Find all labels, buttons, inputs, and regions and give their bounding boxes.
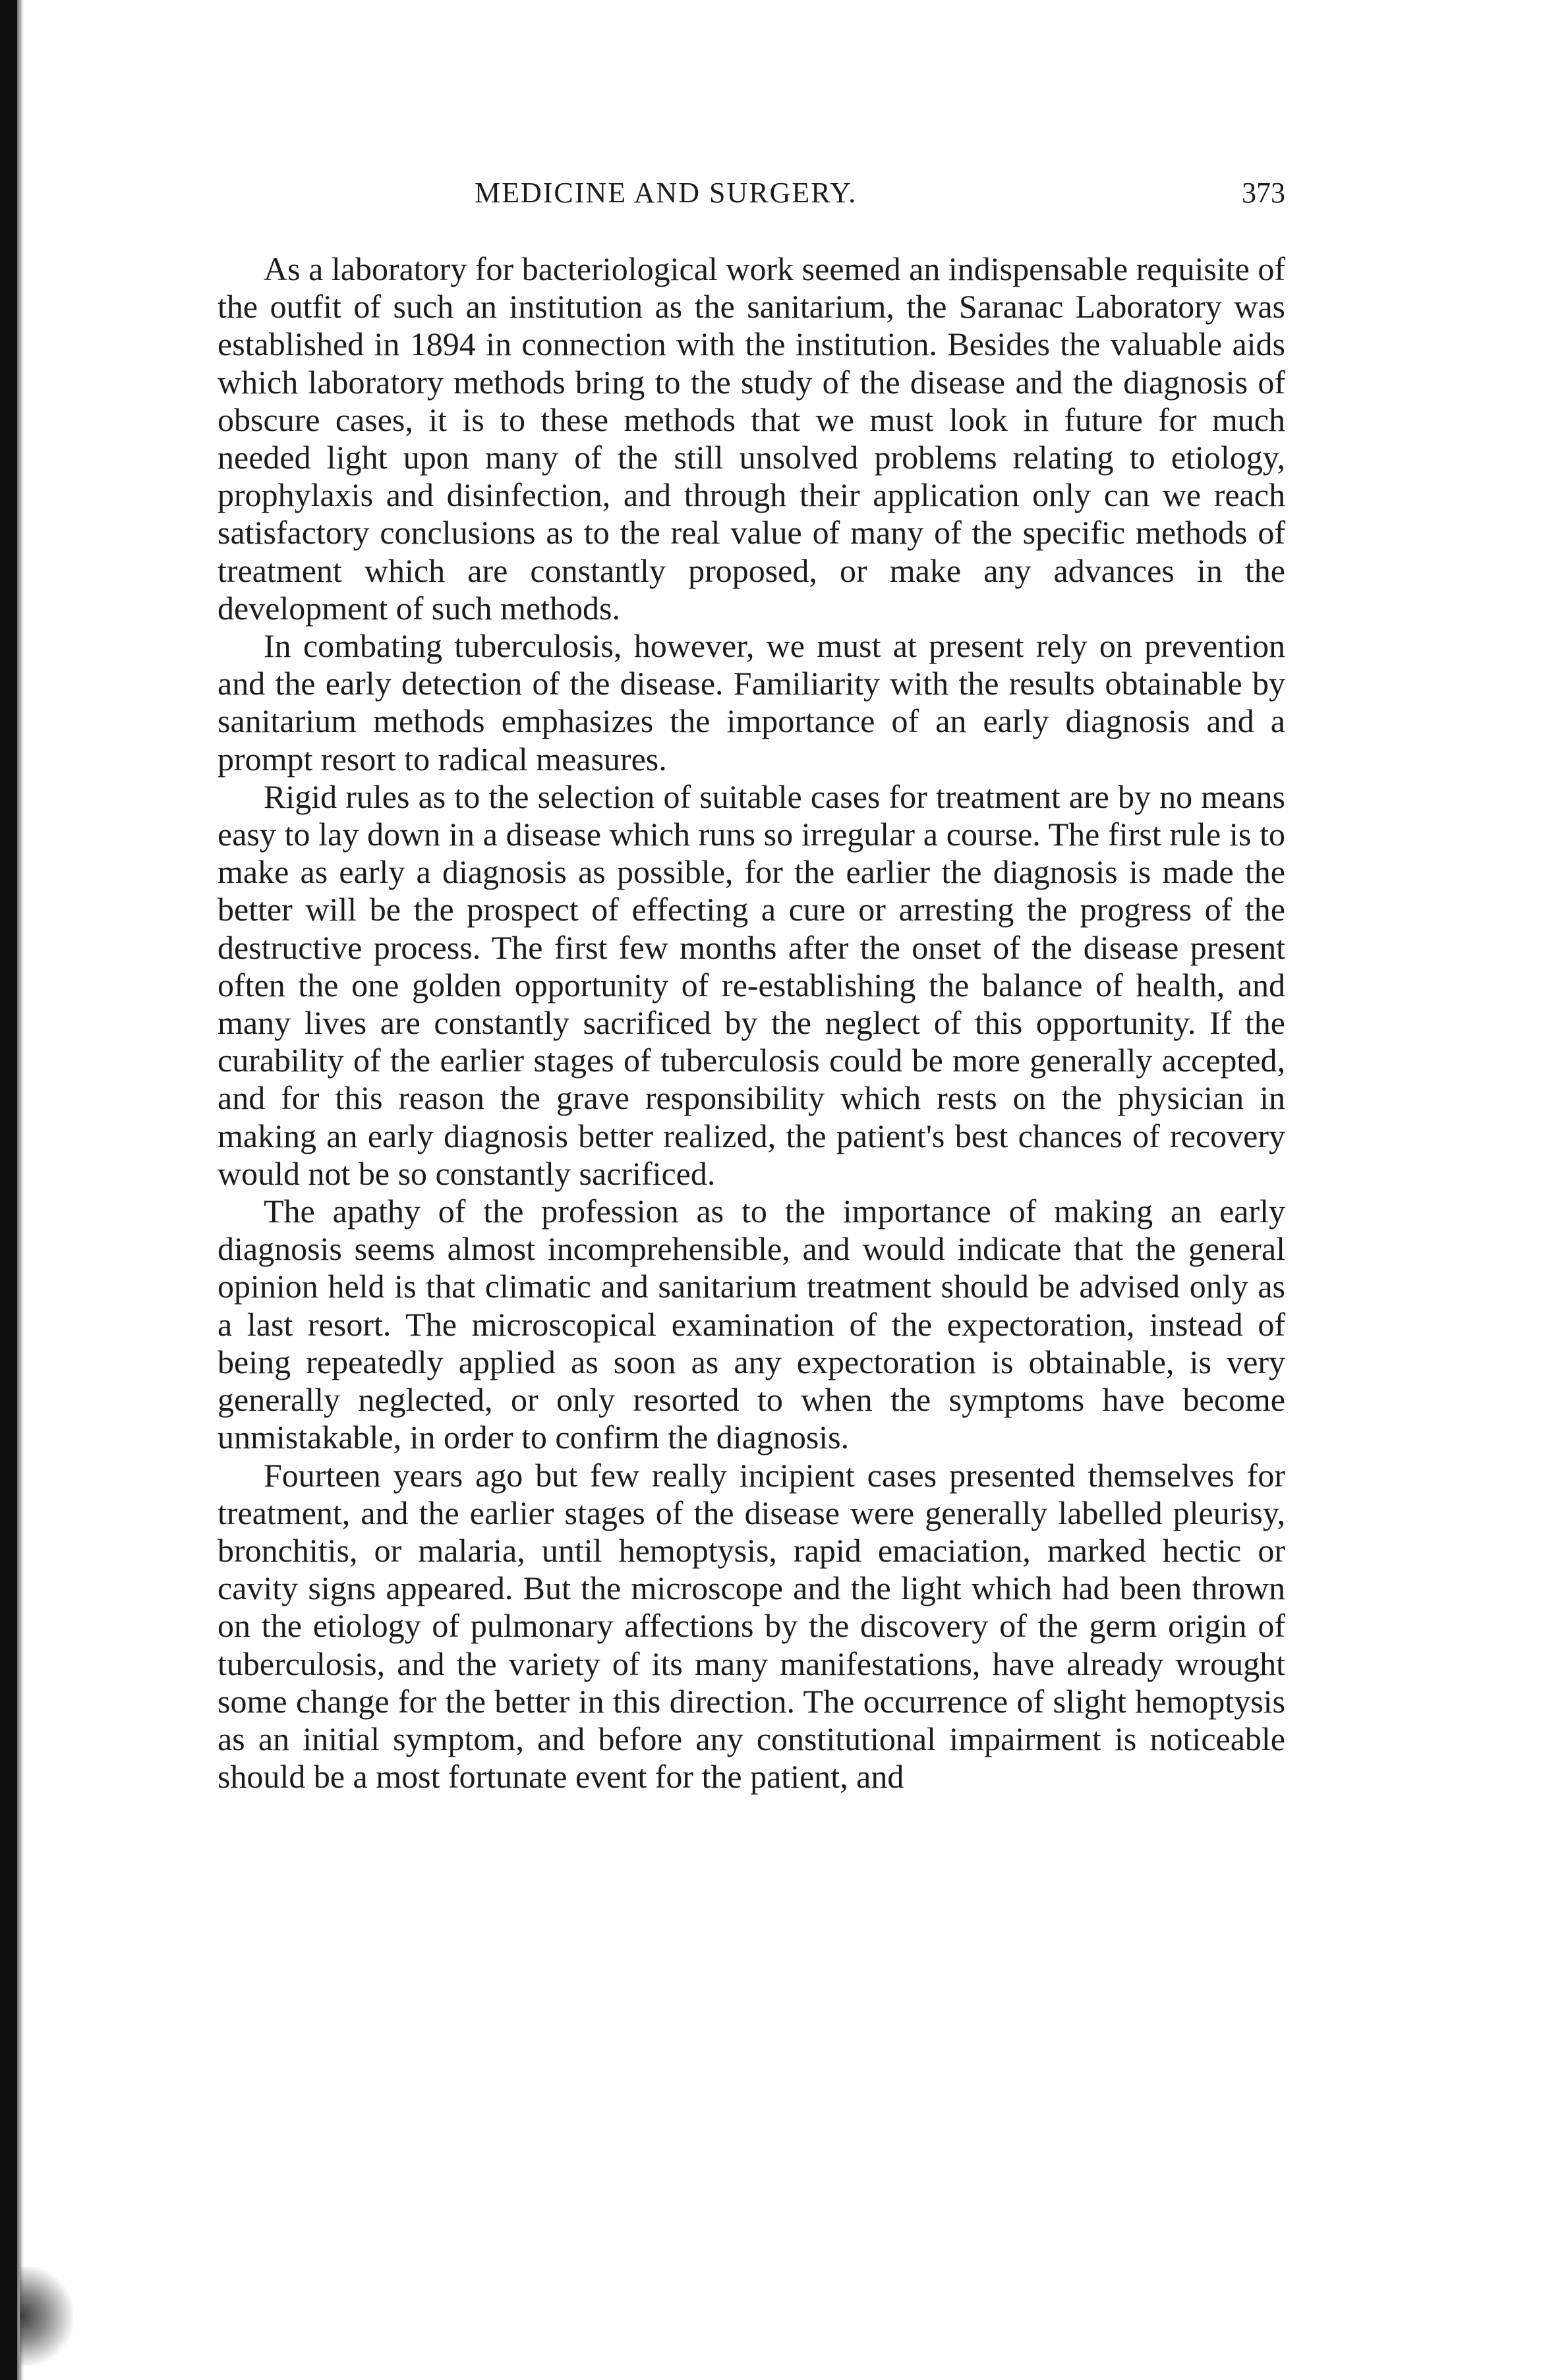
paragraph-rigid-rules: Rigid rules as to the selection of suitable cases for treatment are by no means easy to lay down in a disease which runs so irregular a course. The first rule is to make as early a diagnosis as possible, for the earlier the diagnosis is made the better will be the prospect of effecting a cure or arresting the progress of the destructive process. The first few months after the onset of the disease present often the one golden opportunity of re-establishing the balance of health, and many lives are constantly sacrificed by the neglect of this opportunity. If the curability of the earlier stages of tuberculosis could be more generally accepted, and for this reason the grave responsibility which rests on the physician in making an early diagnosis better realized, the patient's best chances of recovery would not be so constantly sacrificed.: [218, 778, 1285, 1192]
paragraph-fourteen-years-ago: Fourteen years ago but few really incipient cases presented themselves for treatment, and the earlier stages of the disease were generally labelled pleurisy, bronchitis, or malaria, until hemoptysis, rapid emaciation, marked hectic or cavity signs appeared. But the microscope and the light which had been thrown on the etiology of pulmonary affections by the discovery of the germ origin of tuberculosis, and the variety of its many manifestations, have already wrought some change for the better in this direction. The occurrence of slight hemoptysis as an initial symptom, and before any constitutional impairment is noticeable should be a most fortunate event for the patient, and: [218, 1456, 1285, 1796]
page-number: 373: [1242, 177, 1285, 209]
page-binding-shadow: [17, 0, 24, 2380]
running-head: [198, 168, 1285, 221]
paragraph-combating-tuberculosis: In combating tuberculosis, however, we must at present rely on prevention and the early detection of the disease. Familiarity with the results obtainable by sanitarium methods emphasizes the importance of an early diagnosis and a prompt resort to radical measures.: [218, 627, 1285, 778]
running-title: MEDICINE AND SURGERY.: [475, 177, 858, 209]
page-binding-edge: [0, 0, 17, 2380]
paragraph-apathy-of-profession: The apathy of the profession as to the importance of making an early diagnosis seems almost incomprehensible, and would indicate that the general opinion held is that climatic and sanitarium treatment should be advised only as a last resort. The microscopical examination of the expectoration, instead of being repeatedly applied as soon as any expectoration is obtainable, is very generally neglected, or only resorted to when the symptoms have become unmistakable, in order to confirm the diagnosis.: [218, 1193, 1285, 1456]
body-text: [218, 250, 1285, 1796]
scan-edge-blot: [20, 2267, 73, 2366]
paragraph-laboratory: As a laboratory for bacteriological work seemed an indispensable requisite of the outfit of such an institution as the sanitarium, the Saranac Laboratory was established in 1894 in connection with the institution. Besides the valuable aids which laboratory methods bring to the study of the disease and the diagnosis of obscure cases, it is to these methods that we must look in future for much needed light upon many of the still unsolved problems relating to etiology, prophylaxis and disinfection, and through their application only can we reach satisfactory conclusions as to the real value of many of the specific methods of treatment which are constantly proposed, or make any advances in the development of such methods.: [218, 250, 1285, 627]
